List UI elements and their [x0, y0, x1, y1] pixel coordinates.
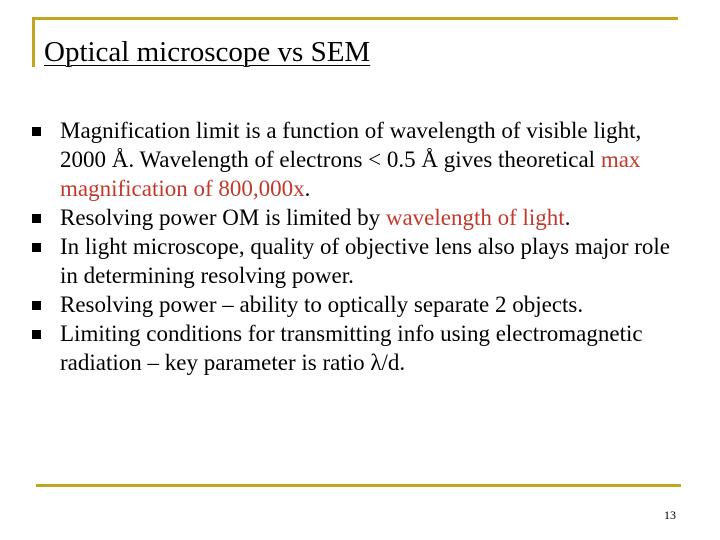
square-bullet-icon: [32, 301, 41, 310]
bullet-list: [32, 116, 682, 377]
square-bullet-icon: [32, 243, 41, 252]
bullet-item-magnification: [32, 116, 682, 203]
bullet-text: Limiting conditions for transmitting info using electromagnetic radiation – key parameter is ratio λ/d.: [60, 321, 643, 375]
slide-title: Optical microscope vs SEM: [44, 36, 371, 68]
page-number: 13: [664, 508, 676, 522]
bullet-item-objective-lens: [32, 232, 682, 290]
highlighted-text: wavelength of light: [385, 205, 565, 230]
bullet-text: Resolving power – ability to optically separate 2 objects.: [60, 292, 584, 317]
bullet-text-end: .: [304, 176, 311, 201]
bullet-item-limiting-conditions: [32, 319, 682, 377]
bullet-item-resolving-power-om: [32, 203, 682, 232]
square-bullet-icon: [32, 330, 41, 339]
bottom-border-line: [36, 484, 681, 487]
top-border-line: [32, 17, 678, 20]
square-bullet-icon: [32, 127, 41, 136]
bullet-text: In light microscope, quality of objective lens also plays major role in determining resolving power.: [60, 234, 670, 288]
bullet-text: Resolving power OM is limited by: [60, 205, 386, 230]
bullet-text-end: .: [564, 205, 571, 230]
bullet-text: Magnification limit is a function of wavelength of visible light, 2000 Å. Wavelength of electrons < 0.5 Å gives theoretical: [60, 118, 642, 172]
square-bullet-icon: [32, 214, 41, 223]
highlighted-text: max magnification of 800,000x: [60, 147, 641, 201]
left-border-line: [32, 17, 35, 67]
bullet-item-resolving-power-definition: [32, 290, 682, 319]
